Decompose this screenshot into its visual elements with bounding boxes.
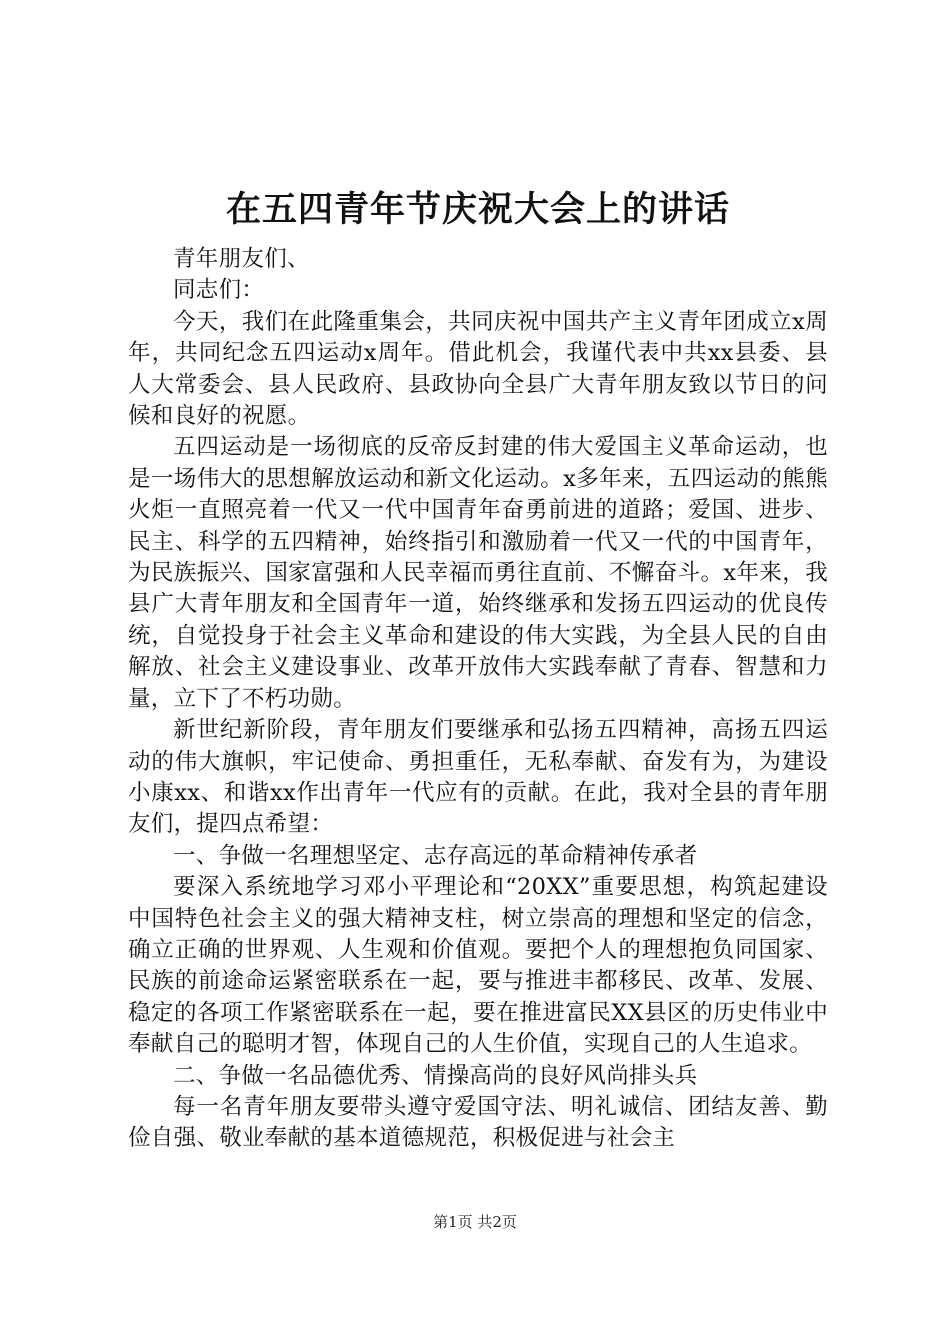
section-heading-2: 二、争做一名品德优秀、情操高尚的良好风尚排头兵 — [173, 1062, 698, 1089]
paragraph-section-1: 要深入系统地学习邓小平理论和“20XX”重要思想，构筑起建设中国特色社会主义的强大精神支柱，树立崇高的理想和坚定的信念，确立正确的世界观、人生观和价值观。要把个人的理想抱负同国家、民族的前途命运紧密联系在一起，要与推进丰都移民、改革、发展、稳定的各项工作紧密联系在一起，要在推进富民XX县区的历史伟业中奉献自己的聪明才智，体现自己的人生价值，实现自己的人生追求。 — [128, 874, 828, 1058]
paragraph-new-century: 新世纪新阶段，青年朋友们要继承和弘扬五四精神，高扬五四运动的伟大旗帜，牢记使命、勇担重任，无私奉献、奋发有为，为建设小康xx、和谐xx作出青年一代应有的贡献。在此，我对全县的青年朋友们，提四点希望： — [128, 717, 828, 838]
paragraph-opening: 今天，我们在此隆重集会，共同庆祝中国共产主义青年团成立x周年，共同纪念五四运动x周年。借此机会，我谨代表中共xx县委、县人大常委会、县人民政府、县政协向全县广大青年朋友致以节日的问候和良好的祝愿。 — [128, 308, 828, 430]
document-title: 在五四青年节庆祝大会上的讲话 — [225, 189, 730, 230]
salutation-2: 同志们： — [173, 277, 265, 304]
section-heading-1: 一、争做一名理想坚定、志存高远的革命精神传承者 — [173, 842, 698, 869]
paragraph-section-2: 每一名青年朋友要带头遵守爱国守法、明礼诚信、团结友善、勤俭自强、敬业奉献的基本道德规范，积极促进与社会主 — [128, 1093, 828, 1152]
paragraph-may-fourth: 五四运动是一场彻底的反帝反封建的伟大爱国主义革命运动，也是一场伟大的思想解放运动和新文化运动。x多年来，五四运动的熊熊火炬一直照亮着一代又一代中国青年奋勇前进的道路；爱国、进步、民主、科学的五四精神，始终指引和激励着一代又一代的中国青年，为民族振兴、国家富强和人民幸福而勇往直前、不懈奋斗。x年来，我县广大青年朋友和全国青年一道，始终继承和发扬五四运动的优良传统，自觉投身于社会主义革命和建设的伟大实践，为全县人民的自由解放、社会主义建设事业、改革开放伟大实践奉献了青春、智慧和力量，立下了不朽功勋。 — [128, 434, 828, 712]
document-page — [128, 186, 828, 1155]
salutation-1: 青年朋友们、 — [173, 246, 310, 272]
page-footer: 第1页 共2页 — [433, 1213, 517, 1231]
